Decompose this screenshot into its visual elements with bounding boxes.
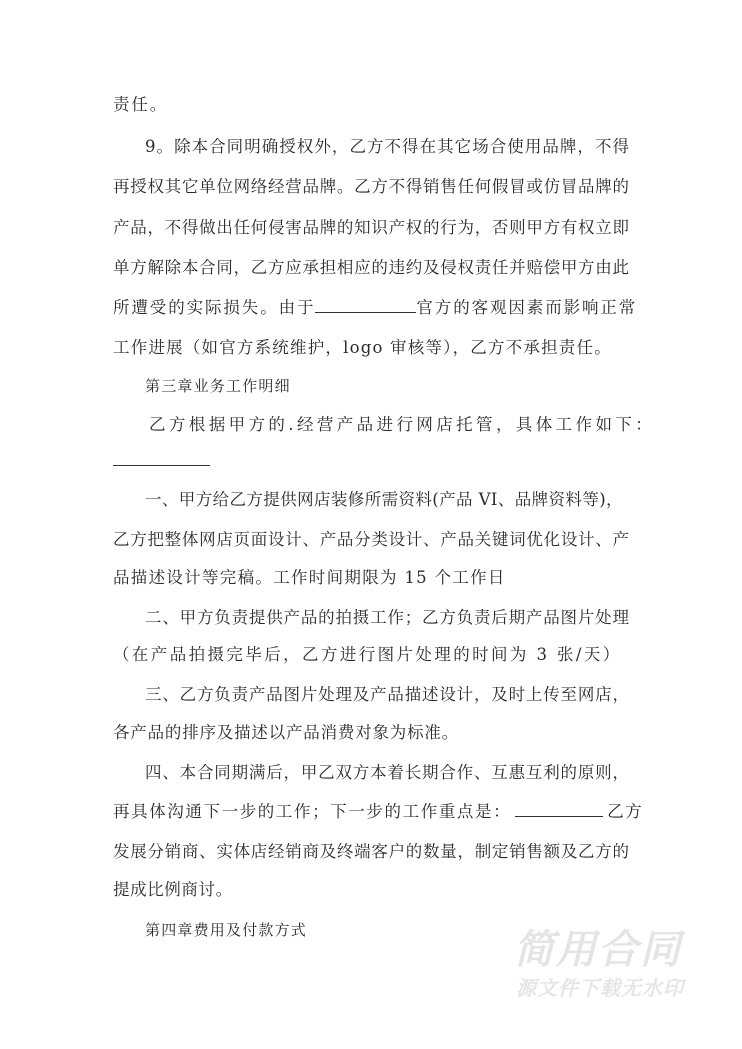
item-3-line: 三、乙方负责产品图片处理及产品描述设计，及时上传至网店， [145, 685, 629, 704]
fill-in-blank[interactable] [113, 451, 210, 466]
line-text-before-blank: 再具体沟通下一步的工作；下一步的工作重点是： [113, 802, 512, 821]
clause-9-line: 9。除本合同明确授权外，乙方不得在其它场合使用品牌，不得 [145, 137, 629, 156]
fill-in-blank[interactable] [315, 298, 416, 313]
paragraph-line: 乙方把整体网店页面设计、产品分类设计、产品关键词优化设计、产 [113, 530, 629, 549]
paragraph-line: 品描述设计等完稿。工作时间期限为 15 个工作日 [113, 568, 506, 587]
item-4-line: 四、本合同期满后，甲乙双方本着长期合作、互惠互利的原则， [145, 763, 629, 782]
watermark-subtitle: 源文件下载无水印 [516, 976, 684, 1000]
fill-in-blank[interactable] [515, 802, 603, 817]
line-text-after-blank: 官方的客观因素而影响正常 [416, 298, 638, 317]
paragraph-line: 乙方根据甲方的.经营产品进行网店托管，具体工作如下： [149, 415, 656, 434]
item-2-line: 二、甲方负责提供产品的拍摄工作；乙方负责后期产品图片处理 [145, 608, 629, 627]
paragraph-line: 产品，不得做出任何侵害品牌的知识产权的行为，否则甲方有权立即 [113, 218, 629, 237]
paragraph-line: 责任。 [113, 95, 169, 114]
paragraph-line: 发展分销商、实体店经销商及终端客户的数量，制定销售额及乙方的 [113, 842, 629, 861]
line-text-before-blank: 所遭受的实际损失。由于 [113, 298, 316, 317]
watermark-logo: 简用合同 [514, 927, 682, 973]
chapter-4-heading: 第四章费用及付款方式 [145, 921, 308, 939]
paragraph-line: 提成比例商讨。 [113, 880, 233, 899]
blank-line [113, 450, 629, 465]
paragraph-line: （在产品拍摄完毕后，乙方进行图片处理的时间为 3 张/天） [113, 645, 622, 664]
paragraph-line: 各产品的排序及描述以产品消费对象为标准。 [113, 723, 459, 742]
paragraph-line-with-blank [113, 801, 644, 823]
paragraph-line: 工作进展（如官方系统维护，logo 审核等），乙方不承担责任。 [113, 338, 612, 357]
chapter-3-heading: 第三章业务工作明细 [145, 377, 291, 395]
paragraph-line: 再授权其它单位网络经营品牌。乙方不得销售任何假冒或仿冒品牌的 [113, 177, 629, 196]
paragraph-line-with-blank [113, 297, 638, 319]
line-text-after-blank: 乙方 [607, 802, 644, 821]
item-1-line: 一、甲方给乙方提供网店装修所需资料(产品 VI、品牌资料等)， [145, 490, 623, 509]
paragraph-line: 单方解除本合同，乙方应承担相应的违约及侵权责任并赔偿甲方由此 [113, 258, 629, 277]
